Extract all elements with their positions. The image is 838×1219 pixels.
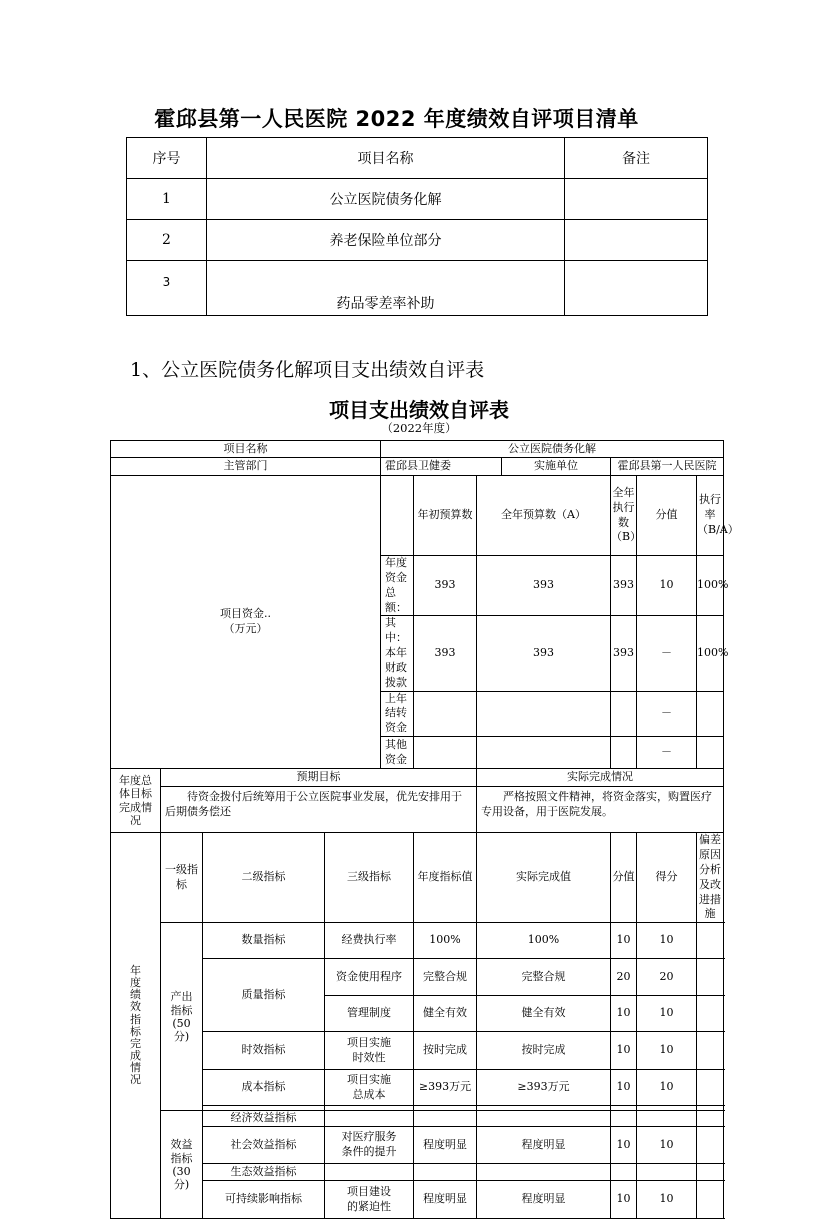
row-target: 完整合规: [414, 959, 477, 996]
fund-header-row: [111, 476, 724, 556]
fund-row-rate: [697, 691, 724, 737]
table-row: [111, 1070, 724, 1106]
row-value: 10: [611, 923, 637, 959]
fund-header-blank: [381, 476, 414, 556]
document-title: 霍邱县第一人民医院 2022 年度绩效自评项目清单: [154, 107, 639, 131]
row-actual: [477, 1111, 611, 1127]
row-actual: 完整合规: [477, 959, 611, 996]
unit-value: 霍邱县第一人民医院: [611, 458, 724, 476]
dept-value: 霍邱县卫健委: [381, 458, 502, 476]
fund-row-initial: [414, 691, 477, 737]
row-remarks: [697, 923, 724, 959]
goal-actual-label: 实际完成情况: [477, 769, 724, 787]
funds-label: [111, 476, 381, 769]
row-score: 10: [637, 1181, 697, 1219]
project-name-row: [111, 441, 724, 458]
row-remarks: [697, 996, 724, 1032]
header-project-name: 项目名称: [207, 138, 565, 179]
goal-header-row: [111, 769, 724, 787]
row-remarks: [697, 1111, 724, 1127]
row-target: 程度明显: [414, 1181, 477, 1219]
table-row: [111, 1164, 724, 1181]
row-actual: 程度明显: [477, 1181, 611, 1219]
fund-header-score-value: 分值: [637, 476, 697, 556]
row-score: [637, 1164, 697, 1181]
row-l3: 经费执行率: [325, 923, 414, 959]
row-l2: 生态效益指标: [203, 1164, 325, 1181]
row-l3: 项目实施时效性: [325, 1032, 414, 1070]
row-actual: 健全有效: [477, 996, 611, 1032]
eval-table-title: 项目支出绩效自评表: [329, 398, 509, 422]
project-name-value: 公立医院债务化解: [381, 441, 724, 458]
project-list-table: [126, 137, 708, 316]
fund-row-budget: 393: [477, 556, 611, 616]
row-l2: 时效指标: [203, 1032, 325, 1070]
row-score: 20: [637, 959, 697, 996]
header-seq: 序号: [127, 138, 207, 179]
row-l3: [325, 1164, 414, 1181]
perf-header-row: [111, 833, 724, 923]
row-l2: 数量指标: [203, 923, 325, 959]
goal-label: 年度总体目标完成情况: [111, 769, 161, 833]
fund-row-budget: [477, 691, 611, 737]
row-value: 10: [611, 1032, 637, 1070]
row-score: [637, 1111, 697, 1127]
fund-row-label: 年度资金总额：: [381, 556, 414, 616]
perf-header-remarks: 偏差原因分析及改进措施: [697, 833, 724, 923]
row-actual: 100%: [477, 923, 611, 959]
header-note: 备注: [565, 138, 708, 179]
perf-header-value: 分值: [611, 833, 637, 923]
row-value: 20: [611, 959, 637, 996]
row-remarks: [697, 1127, 724, 1164]
perf-header-target: 年度指标值: [414, 833, 477, 923]
row-l3: [325, 1111, 414, 1127]
fund-row-budget: 393: [477, 616, 611, 691]
funds-unit: （万元）: [223, 622, 268, 636]
table-row: [111, 1111, 724, 1127]
table-row: [111, 1032, 724, 1070]
row-l2: 可持续影响指标: [203, 1181, 325, 1219]
row-l2: 质量指标: [203, 959, 325, 1032]
fund-row-label: 上年结转资金: [381, 691, 414, 737]
table-row: [111, 1127, 724, 1164]
row-l3: 对医疗服务条件的提升: [325, 1127, 414, 1164]
row-value: [611, 1111, 637, 1127]
fund-row-label: 其他资金: [381, 737, 414, 769]
row-note: [565, 220, 708, 261]
row-l3: 项目实施总成本: [325, 1070, 414, 1106]
row-l3: 资金使用程序: [325, 959, 414, 996]
row-note: [565, 179, 708, 220]
fund-row-initial: 393: [414, 556, 477, 616]
row-actual: 程度明显: [477, 1127, 611, 1164]
fund-row-rate: [697, 737, 724, 769]
eval-year: （2022年度）: [381, 421, 457, 435]
row-score: 10: [637, 1127, 697, 1164]
row-no: 1: [127, 179, 207, 220]
performance-eval-table: [110, 440, 739, 1219]
row-value: [611, 1164, 637, 1181]
row-l3: 项目建设的紧迫性: [325, 1181, 414, 1219]
table-row: [111, 923, 724, 959]
fund-header-budget: 全年预算数（A）: [477, 476, 611, 556]
row-name: 公立医院债务化解: [207, 179, 565, 220]
dept-row: [111, 458, 724, 476]
row-actual: 按时完成: [477, 1032, 611, 1070]
perf-label-text: 年度绩效指标完成情况: [130, 964, 141, 1087]
perf-header-l1: 一级指标: [161, 833, 203, 923]
fund-row-score-value: 10: [637, 556, 697, 616]
row-score: 10: [637, 1070, 697, 1106]
output-indicator-label: 产出指标(50分): [161, 923, 203, 1111]
fund-row-score-value: －: [637, 691, 697, 737]
fund-row-budget: [477, 737, 611, 769]
perf-label: [111, 833, 161, 1219]
fund-row-initial: 393: [414, 616, 477, 691]
row-name: 药品零差率补助: [207, 261, 565, 316]
row-value: 10: [611, 1127, 637, 1164]
perf-header-actual: 实际完成值: [477, 833, 611, 923]
fund-header-rate: 执行率（B/A）: [697, 476, 724, 556]
table-row: [111, 959, 724, 996]
goal-expected-label: 预期目标: [161, 769, 477, 787]
row-score: 10: [637, 923, 697, 959]
row-value: 10: [611, 1181, 637, 1219]
goal-expected: 待资金拨付后统筹用于公立医院事业发展，优先安排用于后期债务偿还: [161, 787, 477, 833]
fund-header-initial: 年初预算数: [414, 476, 477, 556]
unit-label: 实施单位: [502, 458, 611, 476]
table-header-row: [127, 138, 708, 179]
row-target: 100%: [414, 923, 477, 959]
row-note: [565, 261, 708, 316]
row-no: 2: [127, 220, 207, 261]
fund-row-label: 其中：本年财政拨款: [381, 616, 414, 691]
row-remarks: [697, 1032, 724, 1070]
table-row: [127, 179, 708, 220]
fund-row-rate: 100%: [697, 616, 724, 691]
row-target: [414, 1111, 477, 1127]
fund-row-rate: 100%: [697, 556, 724, 616]
row-l2: 成本指标: [203, 1070, 325, 1106]
fund-row-score-value: －: [637, 616, 697, 691]
row-remarks: [697, 1164, 724, 1181]
row-target: 按时完成: [414, 1032, 477, 1070]
row-actual: ≥393万元: [477, 1070, 611, 1106]
perf-header-score: 得分: [637, 833, 697, 923]
table-row: [127, 261, 708, 316]
row-value: 10: [611, 996, 637, 1032]
row-target: ≥393万元: [414, 1070, 477, 1106]
dept-label: 主管部门: [111, 458, 381, 476]
row-target: 健全有效: [414, 996, 477, 1032]
row-remarks: [697, 1070, 724, 1106]
goal-row: [111, 787, 724, 833]
row-value: 10: [611, 1070, 637, 1106]
goal-actual: 严格按照文件精神，将资金落实，购置医疗专用设备，用于医院发展。: [477, 787, 724, 833]
fund-row-exec: 393: [611, 616, 637, 691]
table-row: [111, 1181, 724, 1219]
perf-header-l2: 二级指标: [203, 833, 325, 923]
fund-row-exec: [611, 691, 637, 737]
row-no: 3: [127, 261, 207, 316]
row-remarks: [697, 959, 724, 996]
row-l2: 经济效益指标: [203, 1111, 325, 1127]
row-name: 养老保险单位部分: [207, 220, 565, 261]
row-score: 10: [637, 1032, 697, 1070]
project-name-label: 项目名称: [111, 441, 381, 458]
funds-label-text: 项目资金..: [220, 607, 271, 621]
effect-indicator-label: 效益指标(30分): [161, 1111, 203, 1219]
fund-header-exec: 全年执行数（B）: [611, 476, 637, 556]
row-score: 10: [637, 996, 697, 1032]
fund-row-exec: [611, 737, 637, 769]
row-remarks: [697, 1181, 724, 1219]
row-l2: 社会效益指标: [203, 1127, 325, 1164]
fund-row-score-value: －: [637, 737, 697, 769]
fund-row-initial: [414, 737, 477, 769]
perf-header-l3: 三级指标: [325, 833, 414, 923]
fund-row-exec: 393: [611, 556, 637, 616]
section-heading: 1、公立医院债务化解项目支出绩效自评表: [130, 359, 485, 381]
row-target: [414, 1164, 477, 1181]
table-row: [127, 220, 708, 261]
row-actual: [477, 1164, 611, 1181]
row-l3: 管理制度: [325, 996, 414, 1032]
row-target: 程度明显: [414, 1127, 477, 1164]
